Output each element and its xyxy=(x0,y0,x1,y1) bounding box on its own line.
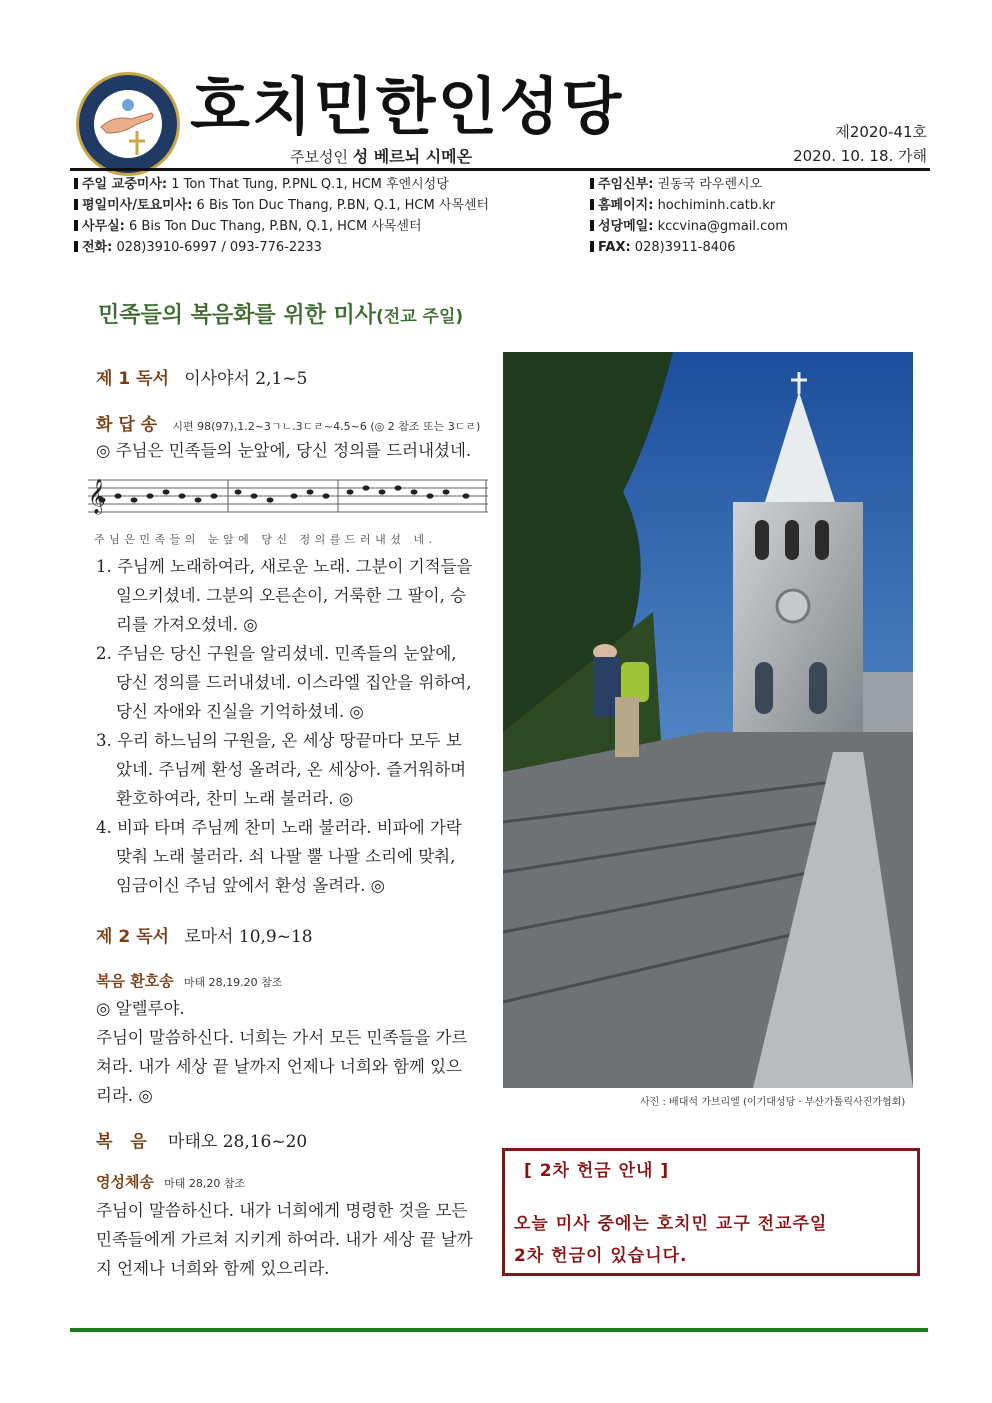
info-row: 주일 교중미사: 1 Ton That Tung, P.PNL Q.1, HCM 후엔시성당 xyxy=(74,174,489,195)
contact-info-right xyxy=(590,174,788,258)
parish-title: 호치민한인성당 xyxy=(190,70,624,143)
alleluia-header xyxy=(96,970,282,991)
footer-divider xyxy=(70,1328,928,1332)
first-reading xyxy=(96,364,307,389)
psalm-verse: 4. 비파 타며 주님께 찬미 노래 불러라. 비파에 가락 맞춰 노래 불러라. 쇠 나팔 뿔 나팔 소리에 맞춰, 임금이신 주님 앞에서 환성 올려라. ◎ xyxy=(96,818,462,895)
svg-text:𝄞: 𝄞 xyxy=(88,479,106,514)
parish-logo xyxy=(76,72,180,176)
notice-title: [ 2차 헌금 안내 ] xyxy=(524,1161,670,1181)
header-divider xyxy=(70,168,930,171)
alleluia-ref: 마태 28,19.20 참조 xyxy=(183,976,283,989)
first-reading-ref: 이사야서 2,1~5 xyxy=(184,369,308,389)
alleluia-label: 복음 환호송 xyxy=(96,972,174,990)
alleluia-line: ◎ 알렐루야. xyxy=(96,999,185,1018)
logo-emblem-icon xyxy=(79,75,177,173)
communion-text: 주님이 말씀하신다. 내가 너희에게 명령한 것을 모든 민족들에게 가르쳐 지키게 하여라. 내가 세상 끝 날까지 언제나 너희와 함께 있으리라. xyxy=(96,1201,473,1278)
info-row: 전화: 028)3910-6997 / 093-776-2233 xyxy=(74,237,489,258)
communion-header xyxy=(96,1171,245,1192)
music-staff-icon xyxy=(88,472,488,522)
gospel-label: 복 음 xyxy=(96,1132,153,1152)
photo-caption: 사진 : 배대석 가브리엘 (이기대성당 · 부산가톨릭사진가협회) xyxy=(640,1097,906,1108)
psalm-verse: 1. 주님께 노래하여라, 새로운 노래. 그분이 기적들을 일으키셨네. 그분의 오른손이, 거룩한 그 팔이, 승리를 가져오셨네. ◎ xyxy=(96,557,473,634)
patron-name: 성 베르뇌 시메온 xyxy=(352,147,473,166)
psalm-lyrics: 주님은민족들의 눈앞에 당신 정의를드러내셨 네. xyxy=(94,533,437,546)
info-row: 사무실: 6 Bis Ton Duc Thang, P.BN, Q.1, HCM 사목센터 xyxy=(74,216,489,237)
notice-line: 2차 헌금이 있습니다. xyxy=(514,1246,688,1266)
first-reading-label: 제 1 독서 xyxy=(96,369,169,389)
communion-label: 영성체송 xyxy=(96,1173,154,1191)
psalm-verses xyxy=(96,552,476,900)
gospel xyxy=(96,1127,307,1152)
alleluia-line: 주님이 말씀하신다. 너희는 가서 모든 민족들을 가르쳐라. 내가 세상 끝 날까지 언제나 너희와 함께 있으리라. ◎ xyxy=(96,1028,468,1105)
info-row: FAX: 028)3911-8406 xyxy=(590,237,788,258)
psalm-response: ◎ 주님은 민족들의 눈앞에, 당신 정의를 드러내셨네. xyxy=(96,441,472,460)
info-row: 홈페이지: hochiminh.catb.kr xyxy=(590,195,788,216)
notice-body xyxy=(514,1208,827,1272)
second-reading xyxy=(96,922,313,947)
alleluia-text xyxy=(96,994,476,1110)
mass-title: 민족들의 복음화를 위한 미사(전교 주일) xyxy=(98,303,464,328)
patron-label: 주보성인 xyxy=(290,148,348,166)
psalm-label: 화 답 송 xyxy=(96,415,158,435)
issue-number: 제2020-41호 xyxy=(835,123,927,141)
psalm-verse: 2. 주님은 당신 구원을 알리셨네. 민족들의 눈앞에, 당신 정의를 드러내셨네. 이스라엘 집안을 위하여, 당신 자애와 진실을 기억하셨네. ◎ xyxy=(96,644,472,721)
psalm-verse: 3. 우리 하느님의 구원을, 온 세상 땅끝마다 모두 보았네. 주님께 환성 올려라, 온 세상아. 즐거워하며 환호하여라, 찬미 노래 불러라. ◎ xyxy=(96,731,467,808)
second-reading-label: 제 2 독서 xyxy=(96,927,169,947)
notice-line: 오늘 미사 중에는 호치민 교구 전교주일 xyxy=(514,1214,828,1234)
church-illustration-icon xyxy=(503,352,913,1088)
second-reading-ref: 로마서 10,9~18 xyxy=(184,927,313,947)
info-row: 평일미사/토요미사: 6 Bis Ton Duc Thang, P.BN, Q.1, HCM 사목센터 xyxy=(74,195,489,216)
psalm-ref: 시편 98(97),1.2~3ㄱㄴ.3ㄷㄹ~4.5~6 (◎ 2 참조 또는 3ㄷㄹ) xyxy=(172,420,481,433)
communion-ref: 마태 28,20 참조 xyxy=(164,1177,246,1190)
patron-saint xyxy=(290,144,472,167)
contact-info-left xyxy=(74,174,489,258)
gospel-ref: 마태오 28,16~20 xyxy=(168,1132,308,1152)
psalm-header xyxy=(96,410,480,435)
info-row: 성당메일: kccvina@gmail.com xyxy=(590,216,788,237)
issue-date: 2020. 10. 18. 가해 xyxy=(793,147,927,165)
church-photo xyxy=(503,352,913,1088)
info-row: 주임신부: 권동국 라우렌시오 xyxy=(590,174,788,195)
issue-info xyxy=(793,120,927,168)
